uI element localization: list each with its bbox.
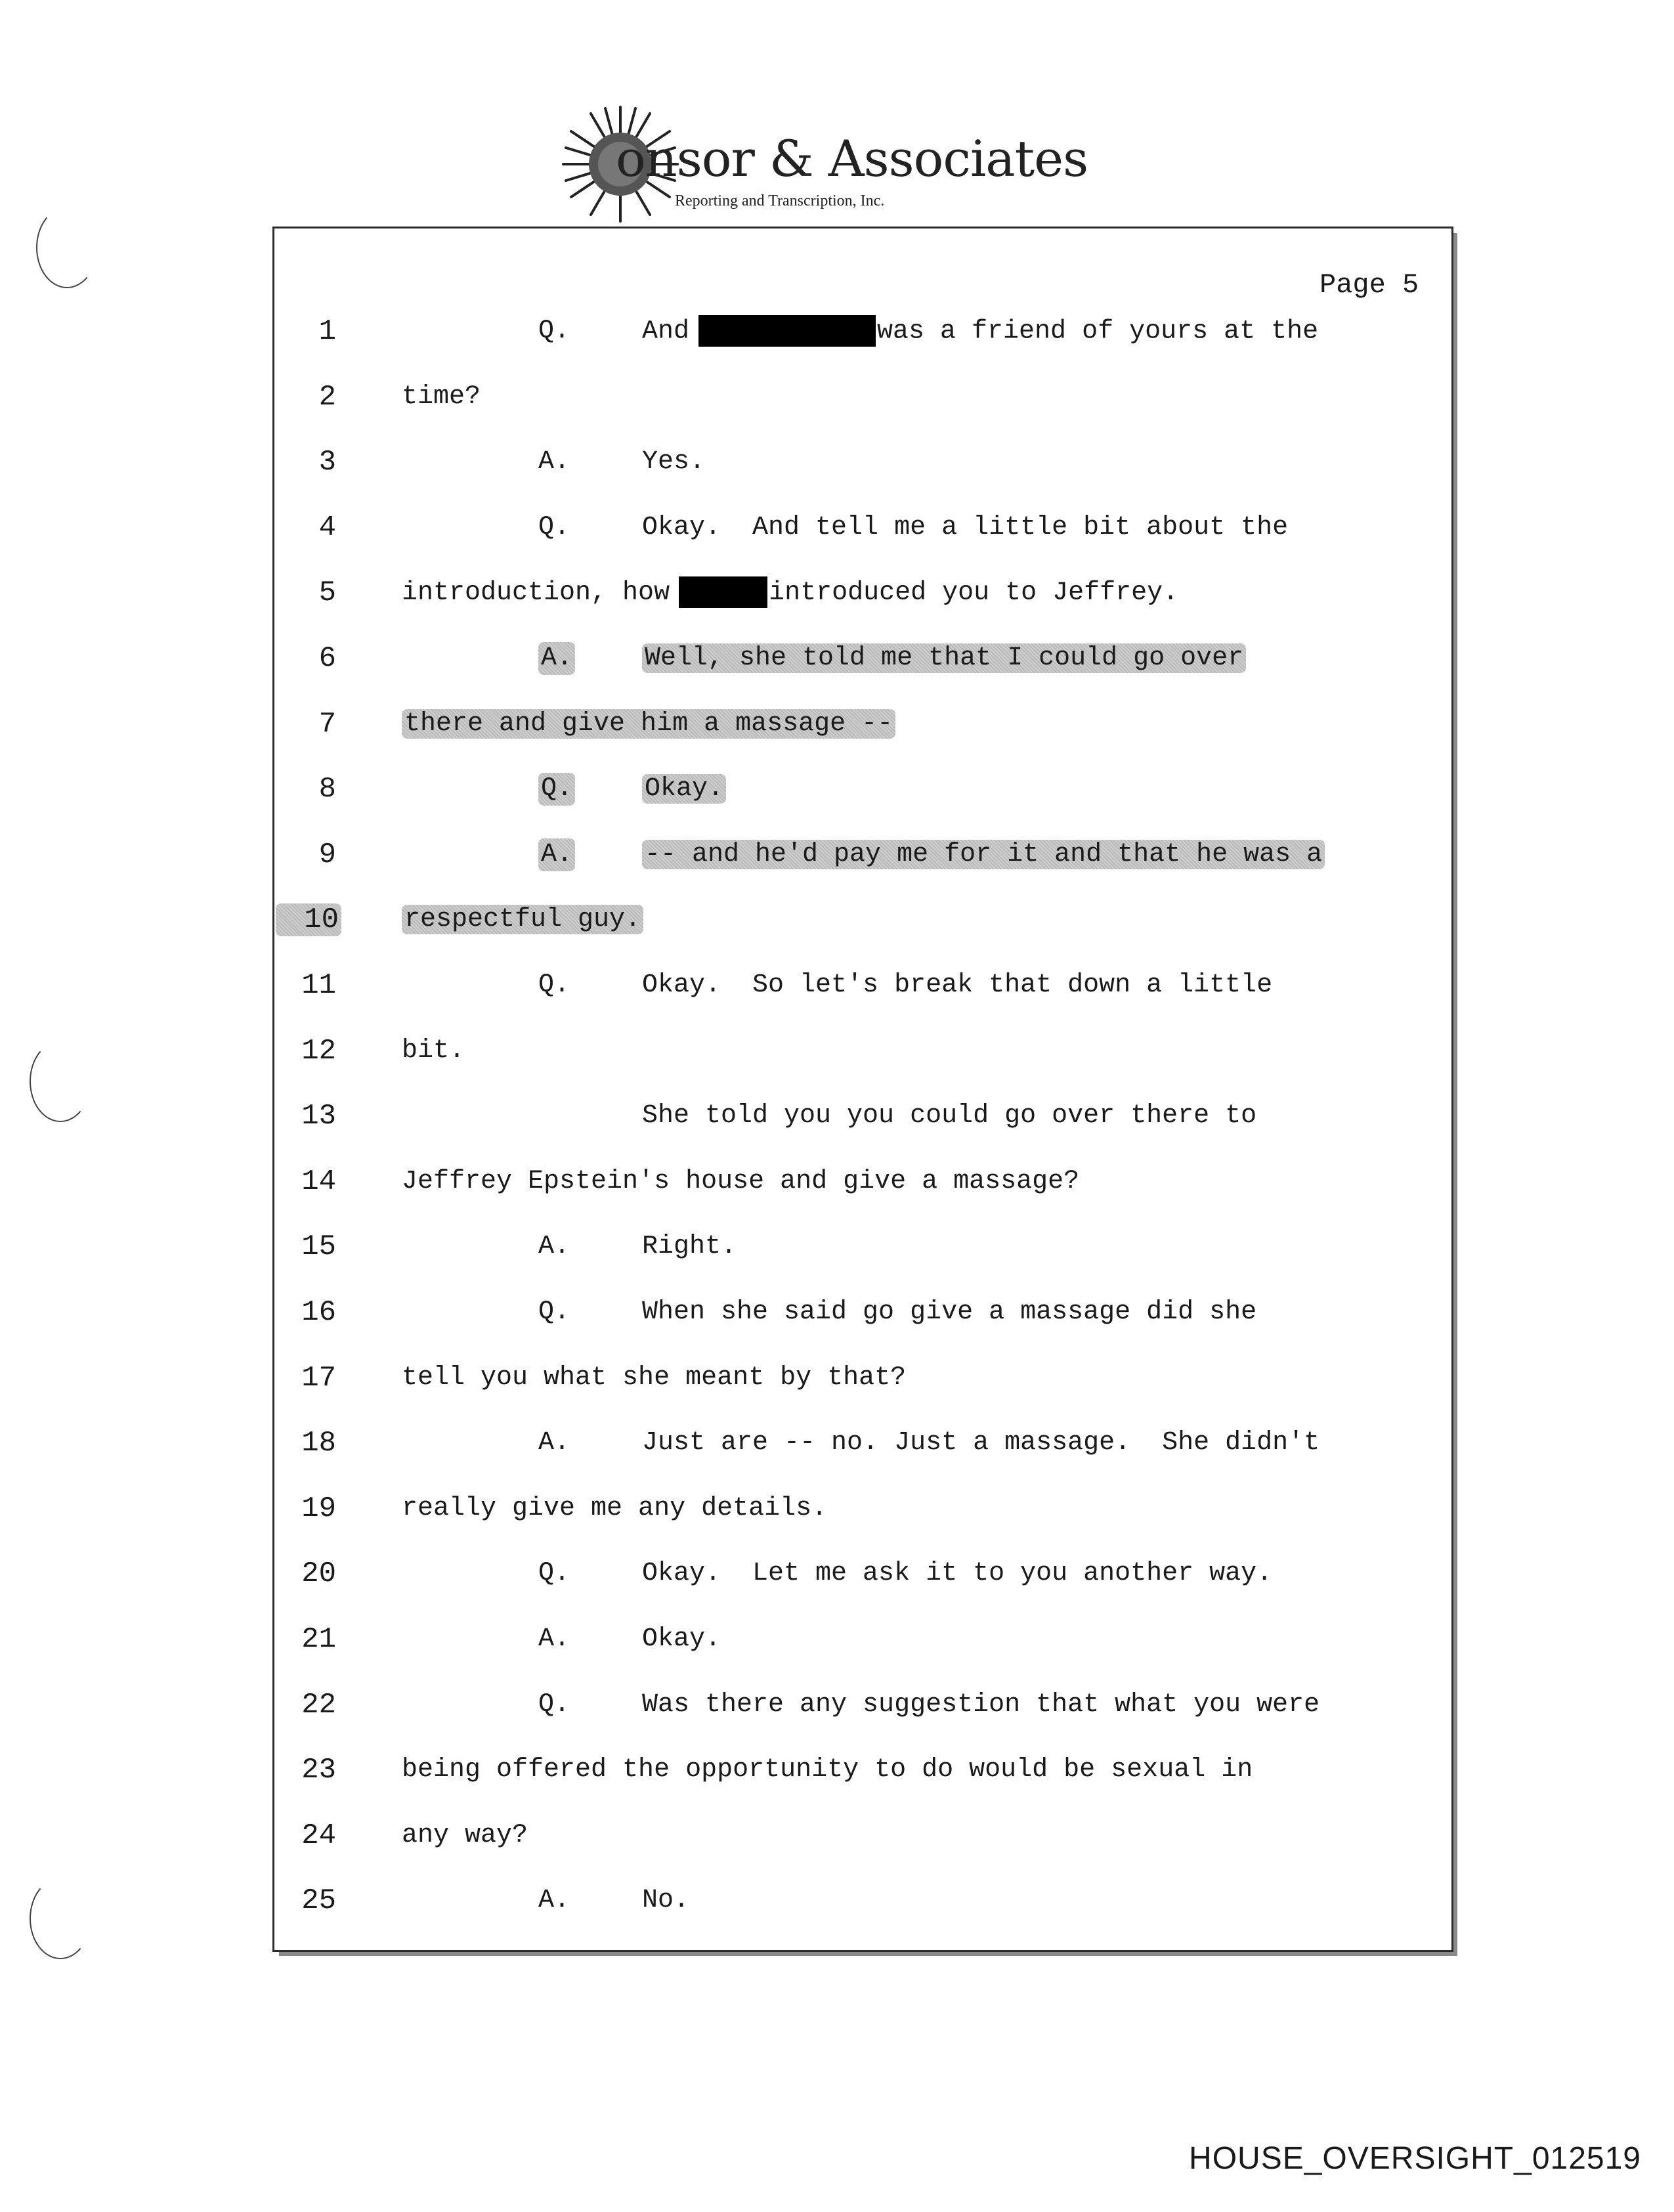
transcript-line (0, 642, 1674, 701)
line-number: 9 (318, 838, 336, 871)
line-text-content: introduction, how (402, 578, 670, 608)
transcript-line (0, 1427, 1674, 1486)
transcript-line (0, 1884, 1674, 1943)
transcript-line (0, 1819, 1674, 1878)
line-text-content: Was there any suggestion that what you were (642, 1690, 1320, 1720)
speaker-label: Q. (538, 1559, 570, 1588)
line-text (402, 576, 1178, 610)
speaker-label: A. (538, 1624, 570, 1654)
speaker-label: A. (538, 642, 575, 675)
line-text (402, 1819, 528, 1852)
speaker-label: Q. (538, 316, 570, 346)
line-number: 16 (301, 1296, 336, 1329)
transcript-line (0, 381, 1674, 440)
line-text (402, 381, 481, 414)
company-logo (558, 102, 1096, 227)
transcript-line (0, 511, 1674, 571)
transcript-line (0, 1035, 1674, 1094)
transcript-line (0, 576, 1674, 636)
line-text-content: When she said go give a massage did she (642, 1297, 1257, 1327)
line-text (402, 1035, 465, 1068)
line-text (642, 1623, 721, 1656)
line-text (642, 969, 1272, 1002)
logo-tagline: Reporting and Transcription, Inc. (675, 192, 885, 209)
line-text (642, 1689, 1320, 1722)
line-text-content: Just are -- no. Just a massage. She didn't (642, 1428, 1320, 1458)
line-text (642, 642, 1246, 675)
transcript-line (0, 1362, 1674, 1421)
line-text (402, 1362, 906, 1395)
line-text (642, 1884, 689, 1917)
redaction-box (679, 576, 767, 608)
speaker-label: A. (538, 1428, 570, 1458)
line-text-content: Well, she told me that I could go over (642, 643, 1246, 673)
line-number: 4 (318, 511, 336, 544)
transcript-line (0, 1754, 1674, 1813)
transcript-line (0, 446, 1674, 505)
line-number: 5 (318, 576, 336, 609)
line-number: 21 (301, 1623, 336, 1656)
line-text-content: Yes. (642, 447, 706, 477)
line-text (402, 1165, 1079, 1198)
line-text-content: Okay. Let me ask it to you another way. (642, 1559, 1273, 1588)
line-text (402, 708, 895, 741)
line-number: 2 (318, 381, 336, 414)
line-text (642, 1427, 1320, 1460)
transcript-line (0, 1230, 1674, 1290)
line-text (642, 1557, 1272, 1590)
transcript-line (0, 969, 1674, 1028)
line-number: 1 (318, 315, 336, 348)
line-number: 6 (318, 642, 336, 675)
line-text-content: -- and he'd pay me for it and that he was a (642, 840, 1325, 869)
line-number: 20 (301, 1557, 336, 1590)
line-number: 14 (301, 1165, 336, 1198)
line-text (402, 903, 643, 936)
line-text-content: She told you you could go over there to (642, 1101, 1257, 1131)
line-number: 18 (301, 1427, 336, 1460)
line-text-after-redaction: was a friend of yours at the (877, 316, 1319, 347)
line-text (402, 1754, 1253, 1787)
line-text (642, 446, 705, 479)
line-text-content: time? (402, 382, 481, 412)
line-number: 3 (318, 446, 336, 479)
speaker-label: Q. (538, 970, 570, 1000)
speaker-label: Q. (538, 513, 570, 542)
line-text-content: Okay. And tell me a little bit about the (642, 513, 1289, 542)
line-number: 8 (318, 773, 336, 806)
line-text-content: Jeffrey Epstein's house and give a massage? (402, 1167, 1080, 1196)
speaker-label: Q. (538, 1690, 570, 1720)
redaction-box (698, 315, 876, 347)
line-number: 13 (301, 1100, 336, 1133)
line-number: 17 (301, 1362, 336, 1395)
speaker-label: A. (538, 838, 575, 871)
line-text-content: really give me any details. (402, 1494, 828, 1523)
transcript-line (0, 1492, 1674, 1551)
punch-hole-mark (36, 207, 98, 288)
line-text-content: any way? (402, 1821, 528, 1850)
transcript-line (0, 903, 1674, 963)
line-text (642, 773, 726, 806)
speaker-label: Q. (538, 1297, 570, 1327)
logo-company-name: onsor & Associates (616, 129, 1088, 188)
line-text-content: And (642, 316, 690, 347)
line-text-content: Okay. (642, 774, 726, 804)
line-text (642, 315, 1318, 349)
speaker-label: Q. (538, 773, 575, 806)
transcript-line (0, 1623, 1674, 1682)
line-text (642, 1296, 1256, 1329)
line-number: 7 (318, 708, 336, 741)
line-number: 10 (276, 903, 341, 936)
line-text (642, 511, 1288, 544)
line-number: 24 (301, 1819, 336, 1852)
line-number: 11 (301, 969, 336, 1002)
line-text (642, 1100, 1256, 1133)
transcript-line (0, 1557, 1674, 1616)
line-text-content: there and give him a massage -- (402, 709, 895, 739)
transcript-line (0, 1296, 1674, 1355)
speaker-label: A. (538, 1232, 570, 1261)
line-text-content: being offered the opportunity to do would be sexual in (402, 1755, 1253, 1785)
line-text-content: tell you what she meant by that? (402, 1363, 907, 1393)
line-number: 23 (301, 1754, 336, 1787)
transcript-line (0, 708, 1674, 767)
line-text-content: bit. (402, 1036, 465, 1066)
transcript-line (0, 1100, 1674, 1159)
line-number: 22 (301, 1689, 336, 1722)
bates-number: HOUSE_OVERSIGHT_012519 (1189, 2141, 1641, 2176)
line-number: 15 (301, 1230, 336, 1263)
line-text-content: Okay. So let's break that down a little (642, 970, 1273, 1000)
line-text-content: Okay. (642, 1624, 721, 1654)
transcript-line (0, 838, 1674, 898)
speaker-label: A. (538, 1886, 570, 1915)
line-text (642, 838, 1325, 871)
speaker-label: A. (538, 447, 570, 477)
transcript-line (0, 1689, 1674, 1748)
line-number: 12 (301, 1035, 336, 1068)
page-number: Page 5 (1320, 269, 1419, 301)
line-text-content: Right. (642, 1232, 737, 1261)
line-text-content: respectful guy. (402, 905, 643, 934)
line-text (402, 1492, 827, 1525)
transcript-line (0, 1165, 1674, 1225)
line-text (642, 1230, 737, 1263)
line-text-after-redaction: introduced you to Jeffrey. (769, 578, 1179, 608)
line-text-content: No. (642, 1886, 690, 1915)
transcript-line (0, 315, 1674, 374)
line-number: 19 (301, 1492, 336, 1525)
line-number: 25 (301, 1884, 336, 1917)
transcript-line (0, 773, 1674, 832)
